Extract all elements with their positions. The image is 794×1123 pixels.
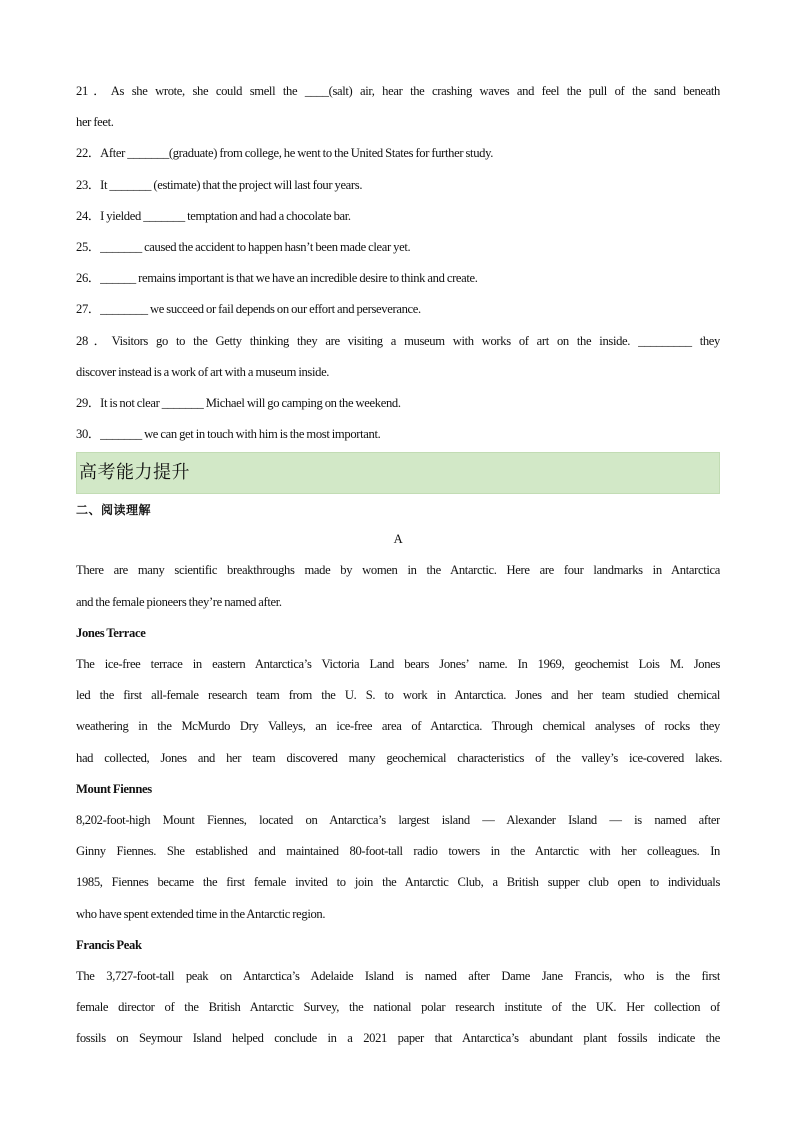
intro-line-1: There are many scientific breakthroughs made by women in the Antarctic. Here are four landmarks in Antarctica — [76, 563, 720, 578]
francis-line-1: The 3,727-foot-tall peak on Antarctica’s Adelaide Island is named after Dame Jane Francis, who is the first — [76, 968, 720, 983]
section-heading-jones-terrace: Jones Terrace — [76, 625, 146, 640]
question-29: 29．It is not clear _______ Michael will go camping on the weekend. — [76, 395, 401, 410]
question-21-line-2: her feet. — [76, 115, 114, 130]
question-22: 22．After _______(graduate) from college, he went to the United States for further study. — [76, 146, 494, 161]
section-heading-mount-fiennes: Mount Fiennes — [76, 781, 152, 796]
question-28-line-2: discover instead is a work of art with a museum inside. — [76, 364, 330, 379]
question-27: 27．________ we succeed or fail depends on our effort and perseverance. — [76, 302, 421, 317]
reading-subheading: 二、阅读理解 — [76, 503, 152, 518]
jones-line-1: The ice-free terrace in eastern Antarctica’s Victoria Land bears Jones’ name. In 1969, geochemist Lois M. Jones — [76, 657, 720, 671]
passage-label: A — [393, 532, 403, 547]
question-25: 25．_______ caused the accident to happen hasn’t been made clear yet. — [76, 239, 411, 254]
question-26: 26．______ remains important is that we have an incredible desire to think and create. — [76, 271, 478, 286]
question-24: 24．I yielded _______ temptation and had a chocolate bar. — [76, 208, 351, 223]
section-heading-francis-peak: Francis Peak — [76, 937, 142, 952]
intro-line-2: and the female pioneers they’re named after. — [76, 594, 282, 609]
fiennes-line-4: who have spent extended time in the Antarctic region. — [76, 906, 326, 921]
section-banner: 高考能力提升 — [76, 452, 720, 494]
page-content — [76, 76, 720, 1054]
fiennes-line-3: 1985, Fiennes became the first female invited to join the Antarctic Club, a British supper club open to individuals — [76, 875, 720, 890]
jones-line-4: had collected, Jones and her team discovered many geochemical characteristics of the valley’s ice-covered lakes. — [76, 750, 722, 765]
jones-line-3: weathering in the McMurdo Dry Valleys, an ice-free area of Antarctica. Through chemical analyses of rocks they — [76, 719, 720, 734]
jones-line-2: led the first all-female research team from the U. S. to work in Antarctica. Jones and her team studied chemical — [76, 688, 720, 703]
fiennes-line-2: Ginny Fiennes. She established and maintained 80-foot-tall radio towers in the Antarctic with her colleagues. In — [76, 844, 720, 859]
fiennes-line-1: 8,202-foot-high Mount Fiennes, located on Antarctica’s largest island — Alexander Island — is named after — [76, 812, 720, 827]
francis-line-2: female director of the British Antarctic Survey, the national polar research institute of the UK. Her collection of — [76, 1000, 720, 1015]
question-21-line-1: 21．As she wrote, she could smell the ____(salt) air, hear the crashing waves and feel the pull of the sand beneath — [76, 84, 720, 98]
question-30: 30．_______ we can get in touch with him is the most important. — [76, 427, 381, 442]
francis-line-3: fossils on Seymour Island helped conclude in a 2021 paper that Antarctica’s abundant plant fossils indicate the — [76, 1031, 720, 1046]
question-28-line-1: 28．Visitors go to the Getty thinking they are visiting a museum with works of art on the inside. _________ they — [76, 333, 720, 348]
question-23: 23．It _______ (estimate) that the project will last four years. — [76, 177, 363, 192]
